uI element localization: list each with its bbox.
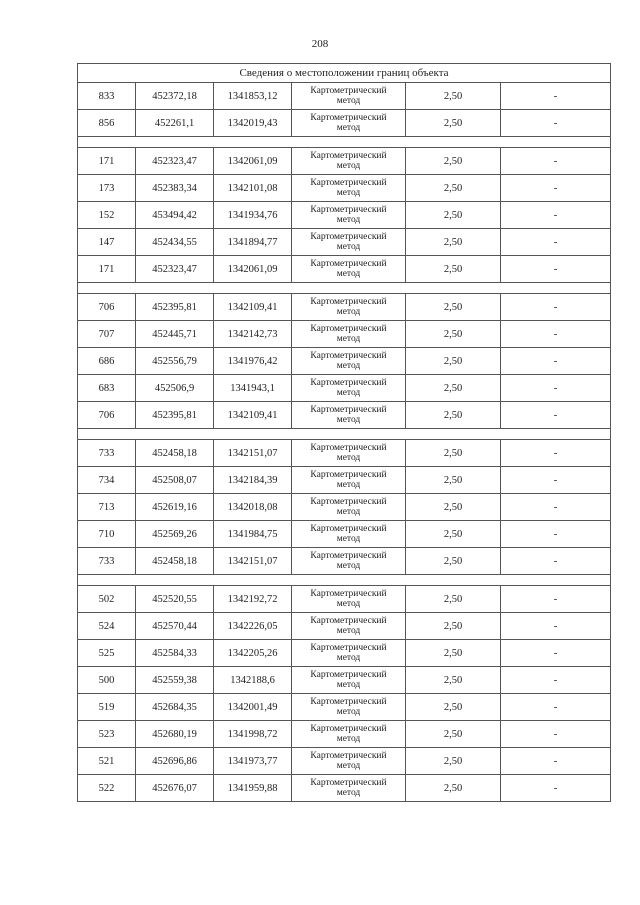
separator-cell: [78, 137, 611, 148]
description-cell: -: [501, 440, 611, 467]
method-line1: Картометрический: [310, 778, 387, 788]
accuracy-cell: 2,50: [406, 440, 501, 467]
method-line2: метод: [336, 388, 361, 398]
table-row: [78, 375, 611, 402]
point-number-cell: 706: [78, 402, 136, 429]
description-cell: -: [501, 640, 611, 667]
table-row: [78, 229, 611, 256]
table-row: [78, 775, 611, 802]
description-cell: -: [501, 83, 611, 110]
x-coordinate-cell: 452458,18: [136, 548, 214, 575]
method-cell: [292, 494, 406, 521]
description-cell: -: [501, 110, 611, 137]
x-coordinate-cell: 452261,1: [136, 110, 214, 137]
x-coordinate-cell: 452434,55: [136, 229, 214, 256]
description-cell: -: [501, 494, 611, 521]
accuracy-cell: 2,50: [406, 667, 501, 694]
y-coordinate-cell: 1342142,73: [214, 321, 292, 348]
method-line1: Картометрический: [310, 405, 387, 415]
table-row: [78, 521, 611, 548]
point-number-cell: 502: [78, 586, 136, 613]
method-line2: метод: [336, 653, 361, 663]
method-cell: [292, 83, 406, 110]
accuracy-cell: 2,50: [406, 83, 501, 110]
accuracy-cell: 2,50: [406, 721, 501, 748]
y-coordinate-cell: 1341853,12: [214, 83, 292, 110]
group-separator: [78, 137, 611, 148]
x-coordinate-cell: 452619,16: [136, 494, 214, 521]
x-coordinate-cell: 452383,34: [136, 175, 214, 202]
point-number-cell: 524: [78, 613, 136, 640]
table-title: Сведения о местоположении границ объекта: [78, 64, 611, 83]
y-coordinate-cell: 1341943,1: [214, 375, 292, 402]
table-row: [78, 321, 611, 348]
table-row: [78, 748, 611, 775]
method-cell: [292, 402, 406, 429]
method-line2: метод: [336, 307, 361, 317]
description-cell: -: [501, 202, 611, 229]
x-coordinate-cell: 452569,26: [136, 521, 214, 548]
table-row: [78, 83, 611, 110]
x-coordinate-cell: 452570,44: [136, 613, 214, 640]
method-line2: метод: [336, 734, 361, 744]
x-coordinate-cell: 452323,47: [136, 148, 214, 175]
method-cell: [292, 748, 406, 775]
x-coordinate-cell: 452680,19: [136, 721, 214, 748]
table-row: [78, 494, 611, 521]
y-coordinate-cell: 1342188,6: [214, 667, 292, 694]
method-line1: Картометрический: [310, 297, 387, 307]
point-number-cell: 519: [78, 694, 136, 721]
description-cell: -: [501, 321, 611, 348]
x-coordinate-cell: 452684,35: [136, 694, 214, 721]
y-coordinate-cell: 1341984,75: [214, 521, 292, 548]
table-row: [78, 613, 611, 640]
method-line2: метод: [336, 507, 361, 517]
accuracy-cell: 2,50: [406, 148, 501, 175]
method-cell: [292, 294, 406, 321]
separator-cell: [78, 283, 611, 294]
y-coordinate-cell: 1342061,09: [214, 256, 292, 283]
accuracy-cell: 2,50: [406, 229, 501, 256]
method-cell: [292, 229, 406, 256]
point-number-cell: 733: [78, 440, 136, 467]
x-coordinate-cell: 452584,33: [136, 640, 214, 667]
point-number-cell: 173: [78, 175, 136, 202]
method-line2: метод: [336, 215, 361, 225]
method-cell: [292, 613, 406, 640]
method-line2: метод: [336, 188, 361, 198]
y-coordinate-cell: 1342109,41: [214, 402, 292, 429]
table-row: [78, 467, 611, 494]
x-coordinate-cell: 452508,07: [136, 467, 214, 494]
description-cell: -: [501, 694, 611, 721]
x-coordinate-cell: 452520,55: [136, 586, 214, 613]
table-row: [78, 256, 611, 283]
table-row: [78, 548, 611, 575]
description-cell: -: [501, 375, 611, 402]
point-number-cell: 521: [78, 748, 136, 775]
x-coordinate-cell: 452506,9: [136, 375, 214, 402]
table-row: [78, 148, 611, 175]
description-cell: -: [501, 148, 611, 175]
description-cell: -: [501, 613, 611, 640]
method-line1: Картометрический: [310, 443, 387, 453]
table-row: [78, 640, 611, 667]
method-cell: [292, 348, 406, 375]
table-row: [78, 667, 611, 694]
page-number: 208: [311, 38, 329, 50]
table-row: [78, 110, 611, 137]
x-coordinate-cell: 452323,47: [136, 256, 214, 283]
method-cell: [292, 586, 406, 613]
method-line1: Картометрический: [310, 589, 387, 599]
accuracy-cell: 2,50: [406, 294, 501, 321]
point-number-cell: 525: [78, 640, 136, 667]
accuracy-cell: 2,50: [406, 321, 501, 348]
y-coordinate-cell: 1342192,72: [214, 586, 292, 613]
x-coordinate-cell: 452458,18: [136, 440, 214, 467]
description-cell: -: [501, 775, 611, 802]
x-coordinate-cell: 452676,07: [136, 775, 214, 802]
boundary-table: [77, 63, 611, 802]
method-line1: Картометрический: [310, 113, 387, 123]
method-line2: метод: [336, 761, 361, 771]
description-cell: -: [501, 721, 611, 748]
method-line1: Картометрический: [310, 324, 387, 334]
y-coordinate-cell: 1342109,41: [214, 294, 292, 321]
group-separator: [78, 283, 611, 294]
method-line1: Картометрический: [310, 497, 387, 507]
x-coordinate-cell: 452696,86: [136, 748, 214, 775]
point-number-cell: 706: [78, 294, 136, 321]
x-coordinate-cell: 453494,42: [136, 202, 214, 229]
method-cell: [292, 440, 406, 467]
method-cell: [292, 375, 406, 402]
accuracy-cell: 2,50: [406, 467, 501, 494]
point-number-cell: 710: [78, 521, 136, 548]
point-number-cell: 733: [78, 548, 136, 575]
group-separator: [78, 429, 611, 440]
method-line2: метод: [336, 269, 361, 279]
method-line1: Картометрический: [310, 259, 387, 269]
point-number-cell: 713: [78, 494, 136, 521]
x-coordinate-cell: 452395,81: [136, 402, 214, 429]
accuracy-cell: 2,50: [406, 348, 501, 375]
method-cell: [292, 256, 406, 283]
method-line2: метод: [336, 561, 361, 571]
accuracy-cell: 2,50: [406, 402, 501, 429]
y-coordinate-cell: 1342019,43: [214, 110, 292, 137]
table-row: [78, 175, 611, 202]
method-line2: метод: [336, 334, 361, 344]
description-cell: -: [501, 548, 611, 575]
accuracy-cell: 2,50: [406, 586, 501, 613]
accuracy-cell: 2,50: [406, 640, 501, 667]
y-coordinate-cell: 1342184,39: [214, 467, 292, 494]
accuracy-cell: 2,50: [406, 694, 501, 721]
method-line1: Картометрический: [310, 616, 387, 626]
y-coordinate-cell: 1341934,76: [214, 202, 292, 229]
accuracy-cell: 2,50: [406, 775, 501, 802]
method-line2: метод: [336, 96, 361, 106]
method-line1: Картометрический: [310, 351, 387, 361]
method-cell: [292, 548, 406, 575]
accuracy-cell: 2,50: [406, 375, 501, 402]
y-coordinate-cell: 1341973,77: [214, 748, 292, 775]
point-number-cell: 152: [78, 202, 136, 229]
point-number-cell: 856: [78, 110, 136, 137]
point-number-cell: 147: [78, 229, 136, 256]
point-number-cell: 707: [78, 321, 136, 348]
accuracy-cell: 2,50: [406, 175, 501, 202]
method-line1: Картометрический: [310, 643, 387, 653]
y-coordinate-cell: 1341959,88: [214, 775, 292, 802]
method-cell: [292, 694, 406, 721]
table-row: [78, 402, 611, 429]
table-row: [78, 694, 611, 721]
method-line2: метод: [336, 161, 361, 171]
accuracy-cell: 2,50: [406, 613, 501, 640]
description-cell: -: [501, 667, 611, 694]
accuracy-cell: 2,50: [406, 548, 501, 575]
x-coordinate-cell: 452559,38: [136, 667, 214, 694]
table-row: [78, 586, 611, 613]
y-coordinate-cell: 1342018,08: [214, 494, 292, 521]
method-cell: [292, 667, 406, 694]
method-line1: Картометрический: [310, 178, 387, 188]
point-number-cell: 683: [78, 375, 136, 402]
point-number-cell: 734: [78, 467, 136, 494]
method-line2: метод: [336, 626, 361, 636]
description-cell: -: [501, 294, 611, 321]
method-line1: Картометрический: [310, 551, 387, 561]
method-cell: [292, 721, 406, 748]
method-cell: [292, 467, 406, 494]
table-row: [78, 294, 611, 321]
accuracy-cell: 2,50: [406, 202, 501, 229]
method-line1: Картометрический: [310, 470, 387, 480]
method-line2: метод: [336, 242, 361, 252]
method-line1: Картометрический: [310, 86, 387, 96]
accuracy-cell: 2,50: [406, 110, 501, 137]
description-cell: -: [501, 348, 611, 375]
description-cell: -: [501, 521, 611, 548]
method-line1: Картометрический: [310, 232, 387, 242]
method-cell: [292, 640, 406, 667]
method-line2: метод: [336, 123, 361, 133]
x-coordinate-cell: 452445,71: [136, 321, 214, 348]
table-row: [78, 202, 611, 229]
description-cell: -: [501, 402, 611, 429]
method-line2: метод: [336, 680, 361, 690]
y-coordinate-cell: 1342151,07: [214, 440, 292, 467]
point-number-cell: 171: [78, 256, 136, 283]
description-cell: -: [501, 175, 611, 202]
point-number-cell: 500: [78, 667, 136, 694]
description-cell: -: [501, 586, 611, 613]
y-coordinate-cell: 1342226,05: [214, 613, 292, 640]
y-coordinate-cell: 1342151,07: [214, 548, 292, 575]
table-row: [78, 721, 611, 748]
accuracy-cell: 2,50: [406, 748, 501, 775]
method-cell: [292, 175, 406, 202]
separator-cell: [78, 575, 611, 586]
point-number-cell: 522: [78, 775, 136, 802]
method-line2: метод: [336, 788, 361, 798]
method-line1: Картометрический: [310, 724, 387, 734]
y-coordinate-cell: 1342001,49: [214, 694, 292, 721]
group-separator: [78, 575, 611, 586]
y-coordinate-cell: 1341894,77: [214, 229, 292, 256]
method-cell: [292, 521, 406, 548]
method-line1: Картометрический: [310, 151, 387, 161]
description-cell: -: [501, 467, 611, 494]
point-number-cell: 523: [78, 721, 136, 748]
method-line2: метод: [336, 534, 361, 544]
method-line2: метод: [336, 415, 361, 425]
y-coordinate-cell: 1342205,26: [214, 640, 292, 667]
accuracy-cell: 2,50: [406, 494, 501, 521]
accuracy-cell: 2,50: [406, 521, 501, 548]
method-line1: Картометрический: [310, 751, 387, 761]
y-coordinate-cell: 1342061,09: [214, 148, 292, 175]
table-row: [78, 348, 611, 375]
method-cell: [292, 110, 406, 137]
method-line1: Картометрический: [310, 205, 387, 215]
method-line2: метод: [336, 707, 361, 717]
method-line1: Картометрический: [310, 670, 387, 680]
method-cell: [292, 148, 406, 175]
y-coordinate-cell: 1341998,72: [214, 721, 292, 748]
method-line1: Картометрический: [310, 697, 387, 707]
table-row: [78, 440, 611, 467]
method-line2: метод: [336, 480, 361, 490]
method-cell: [292, 775, 406, 802]
separator-cell: [78, 429, 611, 440]
y-coordinate-cell: 1342101,08: [214, 175, 292, 202]
method-cell: [292, 321, 406, 348]
description-cell: -: [501, 256, 611, 283]
x-coordinate-cell: 452556,79: [136, 348, 214, 375]
description-cell: -: [501, 748, 611, 775]
x-coordinate-cell: 452372,18: [136, 83, 214, 110]
method-line1: Картометрический: [310, 378, 387, 388]
x-coordinate-cell: 452395,81: [136, 294, 214, 321]
point-number-cell: 171: [78, 148, 136, 175]
method-line2: метод: [336, 599, 361, 609]
point-number-cell: 686: [78, 348, 136, 375]
method-line1: Картометрический: [310, 524, 387, 534]
point-number-cell: 833: [78, 83, 136, 110]
accuracy-cell: 2,50: [406, 256, 501, 283]
y-coordinate-cell: 1341976,42: [214, 348, 292, 375]
description-cell: -: [501, 229, 611, 256]
method-line2: метод: [336, 361, 361, 371]
method-line2: метод: [336, 453, 361, 463]
method-cell: [292, 202, 406, 229]
